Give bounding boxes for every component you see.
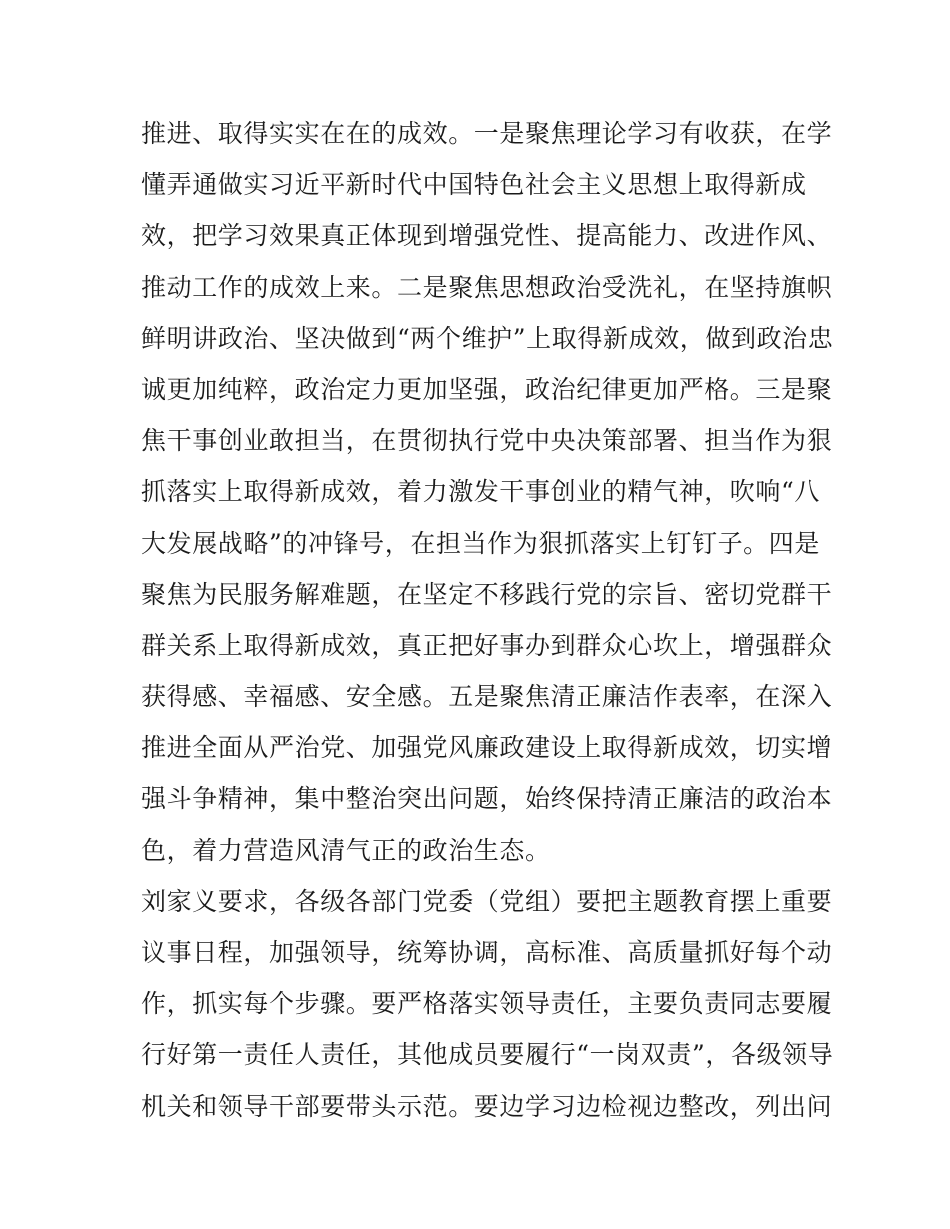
body-text — [141, 108, 834, 1132]
text-line: 焦干事创业敢担当，在贯彻执行党中央决策部署、担当作为狠 — [141, 426, 833, 456]
text-line: 强斗争精神，集中整治突出问题，始终保持清正廉洁的政治本 — [141, 784, 833, 814]
text-line: 效，把学习效果真正体现到增强党性、提高能力、改进作风、 — [141, 221, 833, 251]
text-line: 推进全面从严治党、加强党风廉政建设上取得新成效，切实增 — [141, 733, 833, 763]
text-line: 懂弄通做实习近平新时代中国特色社会主义思想上取得新成 — [141, 170, 807, 200]
text-line: 机关和领导干部要带头示范。要边学习边检视边整改，列出问 — [141, 1091, 833, 1121]
text-line: 群关系上取得新成效，真正把好事办到群众心坎上，增强群众 — [141, 630, 833, 660]
text-line: 获得感、幸福感、安全感。五是聚焦清正廉洁作表率，在深入 — [141, 682, 833, 712]
text-line: 行好第一责任人责任，其他成员要履行“一岗双责”，各级领导 — [141, 1040, 834, 1070]
text-line: 色，着力营造风清气正的政治生态。 — [141, 835, 551, 865]
text-line: 鲜明讲政治、坚决做到“两个维护”上取得新成效，做到政治忠 — [141, 323, 834, 353]
text-line: 刘家义要求，各级各部门党委（党组）要把主题教育摆上重要 — [141, 886, 833, 916]
text-line: 议事日程，加强领导，统筹协调，高标准、高质量抓好每个动 — [141, 938, 833, 967]
text-line: 作，抓实每个步骤。要严格落实领导责任，主要负责同志要履 — [141, 989, 833, 1019]
text-line: 抓落实上取得新成效，着力激发干事创业的精气神，吹响“八 — [141, 477, 820, 507]
text-line: 推动工作的成效上来。二是聚焦思想政治受洗礼，在坚持旗帜 — [141, 272, 833, 302]
text-line: 大发展战略”的冲锋号，在担当作为狠抓落实上钉钉子。四是 — [141, 528, 820, 558]
text-line: 诚更加纯粹，政治定力更加坚强，政治纪律更加严格。三是聚 — [141, 374, 833, 404]
text-line: 聚焦为民服务解难题，在坚定不移践行党的宗旨、密切党群干 — [141, 579, 833, 609]
text-line: 推进、取得实实在在的成效。一是聚焦理论学习有收获，在学 — [141, 119, 833, 148]
